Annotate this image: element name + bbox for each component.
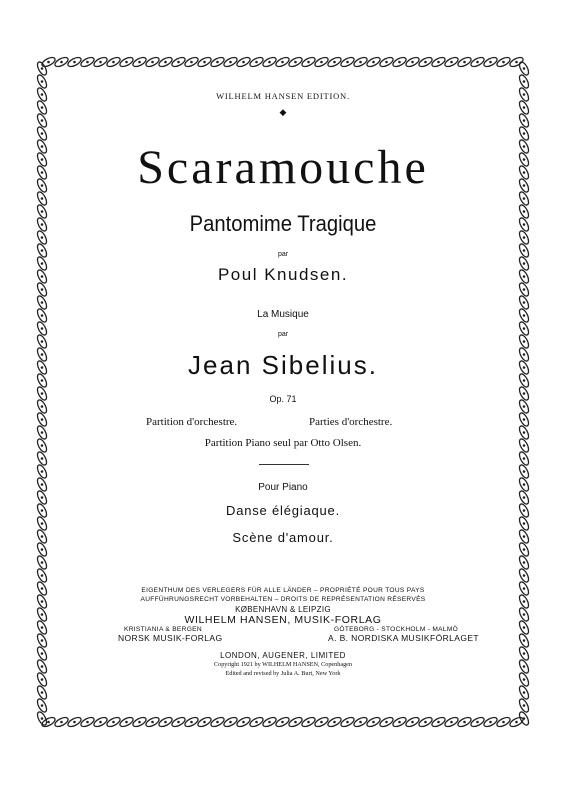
editor-credit: Edited and revised by Julia A. Burt, New York [225, 670, 341, 677]
piece-scene-damour: Scène d'amour. [232, 530, 334, 545]
publisher-name: WILHELM HANSEN, MUSIK-FORLAG [184, 614, 382, 626]
agent-right-cities: GÖTEBORG - STOCKHOLM - MALMÖ [334, 626, 459, 633]
agent-right-name: A. B. NORDISKA MUSIKFÖRLAGET [328, 633, 480, 643]
agent-left-name: NORSK MUSIK-FORLAG [118, 633, 223, 643]
partition-orchestre: Partition d'orchestre. [146, 416, 238, 428]
piano-seul-edition: Partition Piano seul par Otto Olsen. [204, 437, 362, 449]
divider-rule [259, 464, 309, 465]
ownership-notice-line1: EIGENTHUM DES VERLEGERS FÜR ALLE LÄNDER – PROPRIÉTÉ POUR TOUS PAYS [141, 587, 425, 594]
edition-header: WILHELM HANSEN EDITION. [216, 91, 350, 101]
work-subtitle: Pantomime Tragique [189, 211, 377, 236]
agent-left [118, 626, 223, 643]
london-agent: LONDON, AUGENER, LIMITED [220, 651, 346, 660]
ownership-notice-line2: AUFFÜHRUNGSRECHT VORBEHALTEN – DROITS DE REPRÉSENTATION RÉSERVÉS [140, 596, 426, 603]
work-title: Scaramouche [137, 141, 429, 194]
agent-right [328, 626, 479, 643]
parties-orchestre: Parties d'orchestre. [309, 416, 393, 428]
diamond-ornament-icon: ◆ [279, 107, 287, 117]
border-top-chain [41, 56, 525, 69]
opus-number: Op. 71 [269, 394, 297, 404]
author-name: Poul Knudsen. [217, 265, 349, 284]
copyright-line: Copyright 1921 by WILHELM HANSEN, Copenhagen [213, 661, 353, 668]
agent-left-cities: KRISTIANIA & BERGEN [124, 626, 202, 633]
border-bottom-chain [41, 716, 525, 729]
piece-danse-elegiaque: Danse élégiaque. [226, 503, 340, 518]
par-label-composer: par [277, 331, 289, 338]
par-label-author: par [277, 251, 289, 258]
piano-heading: Pour Piano [258, 482, 308, 493]
publisher-cities: KØBENHAVN & LEIPZIG [235, 605, 331, 614]
composer-name: Jean Sibelius. [188, 350, 378, 380]
music-label: La Musique [257, 309, 309, 320]
